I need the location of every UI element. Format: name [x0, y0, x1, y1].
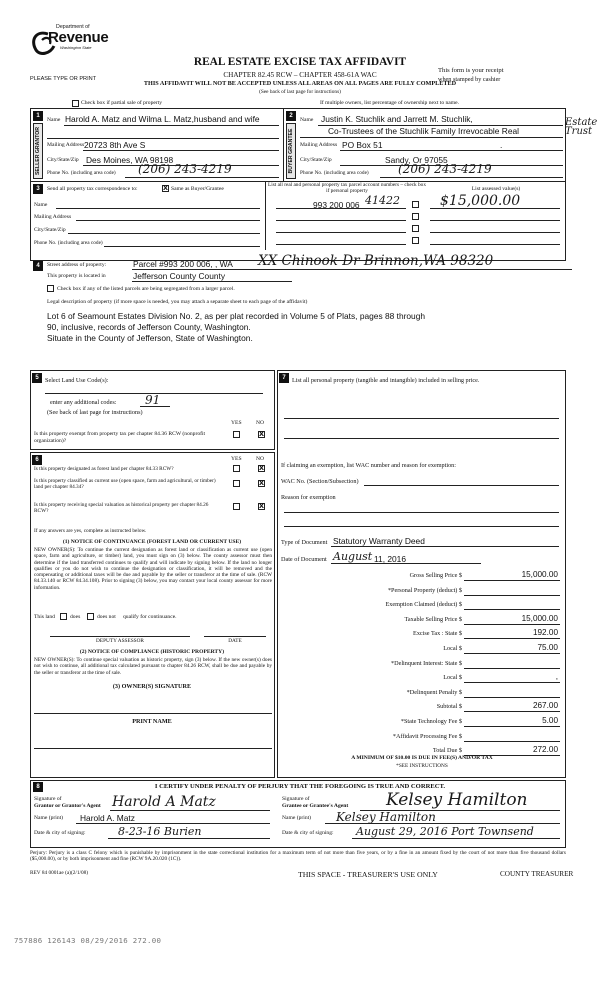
section-8-number: 8: [33, 782, 43, 792]
notice-continuance-body: NEW OWNER(S): To continue the current designation as forest land or classification as current use (open space, farm and agriculture, or timber) land, you must sign on (3) below. The county assessor must then determine if the land transferred continues to qualify and will indicate by signing below. If the land no longer qualifies or you do not wish to continue the designation or classification, it will be removed and the compensating or additional taxes will be due and payable by the seller or transferor at the time of sale. (RCW 84.33.140 or RCW 84.34.108). Prior to signing (3) below, you may contact your local county assessor for more information.: [34, 547, 272, 591]
send-correspondence-label: Send all property tax correspondence to:: [47, 186, 138, 192]
county-treasurer: COUNTY TREASURER: [500, 870, 574, 878]
fee-row-label: *Personal Property (deduct) $: [387, 586, 462, 594]
land-does-checkbox[interactable]: [60, 613, 67, 620]
grantee-sig-label-1: Signature of: [282, 796, 310, 802]
land-does-not-label: does not: [97, 614, 116, 620]
grantee-print-name[interactable]: Kelsey Hamilton: [336, 810, 436, 824]
corr-city-label: City/State/Zip: [34, 227, 66, 233]
land-use-code[interactable]: 91: [145, 393, 161, 407]
seller-city-label: City/State/Zip: [47, 157, 79, 163]
section-5-number: 5: [32, 373, 42, 383]
deputy-date-label: DATE: [228, 638, 242, 644]
exempt-question: Is this property exempt from property tax per chapter 84.36 RCW (nonprofit organization)?: [34, 431, 206, 444]
fee-row-value[interactable]: 15,000.00: [521, 613, 558, 623]
buyer-mail[interactable]: PO Box 51: [342, 140, 383, 150]
fee-row-value[interactable]: 5.00: [542, 716, 558, 725]
corr-phone-label: Phone No. (including area code): [34, 240, 103, 246]
treasurer-stamp: 757886 126143 08/29/2016 272.00: [14, 936, 162, 945]
fee-row-value[interactable]: 272.00: [532, 745, 558, 755]
personal-property-label: List all personal property (tangible and intangible) included in selling price.: [292, 377, 480, 384]
fee-row-label: Taxable Selling Price $: [404, 615, 462, 623]
minimum-fee-note: A MINIMUM OF $10.00 IS DUE IN FEE(S) AND/OR TAX: [351, 755, 493, 761]
if-yes-note: If any answers are yes, complete as instructed below.: [34, 528, 147, 534]
partial-sale-checkbox[interactable]: [72, 100, 79, 107]
please-type: PLEASE TYPE OR PRINT: [30, 76, 97, 82]
section-7-number: 7: [279, 373, 289, 383]
sec6-yes-header: YES: [231, 456, 242, 462]
exempt-yes-checkbox[interactable]: [233, 431, 240, 438]
fee-row-label: *State Technology Fee $: [400, 718, 462, 725]
form-title: REAL ESTATE EXCISE TAX AFFIDAVIT: [193, 56, 407, 68]
legal-label: Legal description of property (if more space is needed, you may attach a separate sheet to each page of the affidavit): [47, 299, 308, 305]
current-use-question: Is this property classified as current use (open space, farm and agricultural, or timber) land per chapter 84.34?: [34, 478, 216, 491]
fee-row-label: Total Due $: [432, 747, 462, 755]
form-notice: THIS AFFIDAVIT WILL NOT BE ACCEPTED UNLESS ALL AREAS ON ALL PAGES ARE FULLY COMPLETED: [143, 80, 457, 87]
same-as-buyer-checkbox[interactable]: X: [163, 184, 169, 192]
county[interactable]: Jefferson County County: [133, 271, 226, 281]
buyer-phone-label: Phone No. (including area code): [300, 170, 369, 176]
seller-name[interactable]: Harold A. Matz and Wilma L. Matz,husband and wife: [65, 114, 260, 124]
sec6-no-header: NO: [256, 456, 265, 462]
street-address[interactable]: Parcel #993 200 006, , WA: [133, 259, 233, 269]
corr-name-label: Name: [34, 202, 48, 208]
parcel-header: List all real and personal property tax parcel account numbers – check box if personal property: [268, 182, 426, 195]
seller-phone-label: Phone No. (including area code): [47, 170, 116, 176]
additional-codes-label: enter any additional codes:: [50, 399, 117, 406]
seller-name-label: Name: [47, 117, 61, 123]
form-see-back: (See back of last page for instructions): [259, 89, 341, 95]
logo-top-text: Department of: [56, 24, 90, 30]
buyer-name-label: Name: [300, 117, 314, 123]
grantor-signature[interactable]: Harold A Matz: [112, 794, 216, 810]
section-1-number: 1: [33, 111, 43, 121]
fee-row-value[interactable]: 75.00: [537, 643, 558, 652]
partial-sale-label: Check box if partial sale of property: [81, 100, 163, 106]
forest-yes-checkbox[interactable]: [233, 465, 240, 472]
seller-phone[interactable]: (206) 243-4219: [138, 162, 232, 176]
doc-date-month: August: [333, 550, 373, 563]
notice-continuance-title: (1) NOTICE OF CONTINUANCE (FOREST LAND OR CURRENT USE): [62, 539, 242, 545]
grantor-date-label: Date & city of signing:: [34, 830, 86, 836]
historic-no-checkbox[interactable]: X: [259, 502, 265, 510]
segregated-label: Check box if any of the listed parcels are being segregated from a larger parcel.: [57, 286, 235, 292]
buyer-phone[interactable]: (206) 243-4219: [398, 162, 492, 176]
land-use-label: Select Land Use Code(s):: [45, 377, 109, 384]
seller-mail[interactable]: 20723 8th Ave S: [84, 140, 146, 150]
same-as-buyer-label: Same as Buyer/Grantee: [171, 186, 224, 192]
current-use-no-checkbox[interactable]: X: [259, 479, 265, 487]
this-land-label: This land: [34, 614, 55, 620]
fee-row-value[interactable]: 267.00: [532, 701, 558, 711]
current-use-yes-checkbox[interactable]: [233, 480, 240, 487]
parcel-2-personal-checkbox[interactable]: [412, 213, 419, 220]
land-use-see-back: (See back of last page for instructions): [47, 409, 143, 416]
section-3-number: 3: [33, 184, 43, 194]
see-instructions: *SEE INSTRUCTIONS: [396, 763, 448, 769]
buyer-name-line-2[interactable]: Co-Trustees of the Stuchlik Family Irrevocable Real: [328, 126, 519, 136]
buyer-city[interactable]: Sandy, Or 97055: [385, 155, 448, 165]
fee-row-label: Exemption Claimed (deduct) $: [385, 601, 462, 609]
logo-sub: Washington State: [60, 45, 92, 50]
fee-row-label: *Delinquent Penalty $: [406, 688, 462, 696]
assessed-value[interactable]: $15,000.00: [440, 193, 521, 209]
buyer-city-label: City/State/Zip: [300, 157, 332, 163]
grantor-date-city[interactable]: 8-23-16 Burien: [118, 825, 202, 838]
parcel-4-personal-checkbox[interactable]: [412, 237, 419, 244]
street-handwritten: XX Chinook Dr Brinnon,WA 98320: [258, 253, 494, 269]
rev-number: REV 84 0001ae (a)(2/1/08): [30, 870, 89, 876]
land-does-label: does: [70, 614, 81, 620]
grantee-sig-label-2: Grantee or Grantee's Agent: [282, 803, 349, 809]
fee-row-label: Excise Tax : State $: [413, 630, 462, 638]
receipt-line-2: when stamped by cashier: [438, 76, 501, 83]
section-4-number: 4: [33, 261, 43, 271]
fee-row-label: Subtotal $: [436, 703, 462, 711]
fee-row-value[interactable]: ,: [555, 672, 558, 682]
grantor-sig-label-1: Signature of: [34, 796, 62, 802]
legal-line-1: Lot 6 of Seamount Estates Division No. 2, as per plat recorded in Volume 5 of Plats, pages 88 through: [47, 311, 426, 321]
notice-compliance-title: (2) NOTICE OF COMPLIANCE (HISTORIC PROPERTY): [79, 649, 225, 655]
doc-type-label: Type of Document: [281, 539, 328, 546]
legal-line-2: 90, inclusive, records of Jefferson County, Washington.: [47, 322, 251, 332]
legal-line-3: Situate in the County of Jefferson, State of Washington.: [47, 333, 253, 343]
receipt-line-1: This form is your receipt: [438, 67, 504, 74]
reason-label: Reason for exemption: [281, 494, 336, 501]
buyer-grantee-tab: BUYER GRANTEE: [286, 123, 296, 179]
revenue-logo: [26, 24, 116, 76]
notice-compliance-body: NEW OWNER(S): To continue special valuation as historic property, sign (3) below. If the new owner(s) does not wish to continue, all additional tax calculated pursuant to chapter 84.26 RCW, shall be due and payable by the seller or transferor at the time of sale.: [34, 657, 272, 676]
fee-row-label: Local $: [443, 674, 462, 682]
forest-question: Is this property designated as forest land per chapter 84.33 RCW?: [34, 466, 174, 472]
fee-row-label: Local $: [443, 645, 462, 652]
fee-row-label: Gross Selling Price $: [409, 572, 462, 579]
sec5-yes-header: YES: [231, 420, 242, 426]
segregated-checkbox[interactable]: [47, 285, 54, 292]
treasurer-space: THIS SPACE - TREASURER'S USE ONLY: [298, 870, 438, 879]
fee-row-value[interactable]: 192.00: [532, 628, 558, 638]
buyer-mail-dot: .: [500, 140, 503, 150]
grantee-date-label: Date & city of signing:: [282, 830, 334, 836]
forest-no-checkbox[interactable]: X: [259, 464, 265, 472]
sec5-no-header: NO: [256, 420, 265, 426]
grantee-date-city[interactable]: August 29, 2016 Port Townsend: [356, 825, 534, 838]
doc-type[interactable]: Statutory Warranty Deed: [333, 536, 425, 546]
grantee-signature[interactable]: Kelsey Hamilton: [386, 790, 528, 810]
historic-question: Is this property receiving special valuation as historical property per chapter 84.26 RCW?: [34, 502, 209, 515]
deputy-assessor-label: DEPUTY ASSESSOR: [96, 638, 144, 644]
doc-date[interactable]: 11, 2016: [374, 554, 406, 564]
grantor-print-name[interactable]: Harold A. Matz: [80, 813, 135, 823]
logo-word: Revenue: [48, 29, 109, 46]
multiple-owners-note: If multiple owners, list percentage of ownership next to name.: [320, 100, 460, 106]
located-label: This property is located in: [47, 273, 106, 279]
grantor-sig-label-2: Grantor or Grantor's Agent: [34, 803, 101, 809]
doc-date-label: Date of Document: [281, 556, 327, 563]
owner-signature-label: (3) OWNER(S) SIGNATURE: [112, 683, 192, 690]
buyer-name-line-1[interactable]: Justin K. Stuchlik and Jarrett M. Stuchlik,: [321, 114, 473, 124]
corr-mail-label: Mailing Address: [34, 214, 72, 220]
grantor-print-label: Name (print): [34, 815, 64, 821]
perjury-notice: Perjury: Perjury is a class C felony which is punishable by imprisonment in the state correctional institution for a maximum term of not more than five years, or by a fine in an amount fixed by the court of not more than five thousand dollars ($5,000.00), or by both imprisonment and fine (RCW 9A.20.020 (1C)).: [30, 850, 566, 863]
section-6-number: 6: [32, 455, 42, 465]
historic-yes-checkbox[interactable]: [233, 503, 240, 510]
print-name-label: PRINT NAME: [132, 718, 172, 725]
buyer-margin-note: Estate Trust: [565, 117, 598, 137]
parcel-3-personal-checkbox[interactable]: [412, 225, 419, 232]
exemption-label: If claiming an exemption, list WAC number and reason for exemption:: [281, 462, 456, 469]
wac-label: WAC No. (Section/Subsection): [281, 478, 359, 485]
fee-row-label: *Affidavit Processing Fee $: [392, 732, 462, 740]
certify-statement: I CERTIFY UNDER PENALTY OF PERJURY THAT THE FOREGOING IS TRUE AND CORRECT.: [154, 783, 446, 790]
buyer-mail-label: Mailing Address: [300, 142, 338, 148]
parcel-1-personal-checkbox[interactable]: [412, 201, 419, 208]
parcel-handwritten: 41422: [365, 194, 400, 207]
grantee-print-label: Name (print): [282, 815, 312, 821]
qualify-label: qualify for continuance.: [123, 614, 177, 620]
seller-mail-label: Mailing Address: [47, 142, 85, 148]
seller-city[interactable]: Des Moines, WA 98198: [86, 155, 174, 165]
fee-row-label: *Delinquent Interest: State $: [391, 659, 462, 667]
land-does-not-checkbox[interactable]: [87, 613, 94, 620]
parcel-number[interactable]: 993 200 006: [313, 200, 360, 210]
form-chapter: CHAPTER 82.45 RCW – CHAPTER 458-61A WAC: [223, 71, 377, 79]
assessed-header: List assessed value(s): [471, 186, 521, 192]
seller-grantor-tab: SELLER GRANTOR: [33, 123, 43, 179]
section-2-number: 2: [286, 111, 296, 121]
fee-row-value[interactable]: 15,000.00: [521, 570, 558, 579]
street-label: Street address of property:: [47, 262, 107, 268]
exempt-no-checkbox[interactable]: X: [259, 430, 265, 438]
